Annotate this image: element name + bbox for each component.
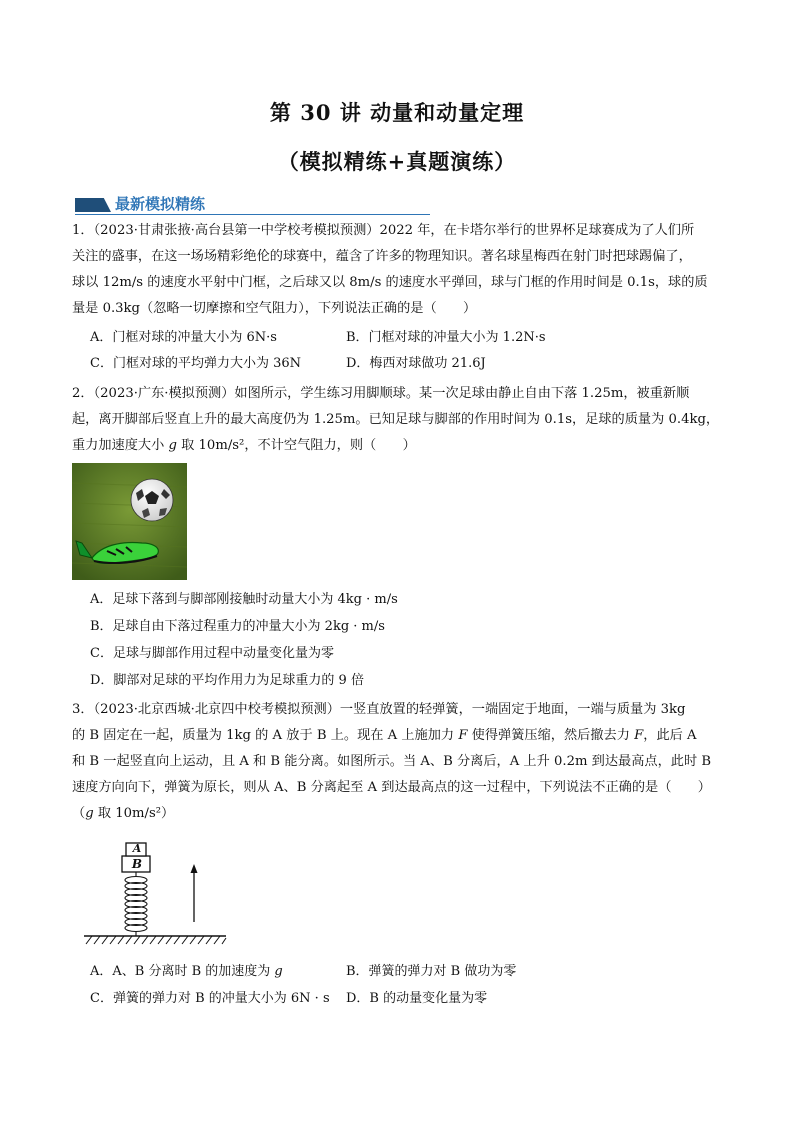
- q3-option-c: C．弹簧的弹力对 B 的冲量大小为 6N · s: [90, 991, 330, 1006]
- block-b-label: B: [131, 857, 143, 871]
- q1-option-b: B．门框对球的冲量大小为 1.2N·s: [346, 330, 546, 345]
- q1-line-4: 量是 0.3kg（忽略一切摩擦和空气阻力），下列说法正确的是（ ）: [72, 301, 477, 316]
- q3-line-3: 和 B 一起竖直向上运动，且 A 和 B 能分离。如图所示。当 A、B 分离后，A 上升 0.2m 到达最高点，此时 B: [72, 754, 712, 769]
- q1-option-a: A．门框对球的冲量大小为 6N·s: [90, 330, 277, 345]
- q2-line-3: 重力加速度大小 g 取 10m/s²，不计空气阻力，则（ ）: [72, 438, 416, 453]
- page-subtitle: （模拟精练+真题演练）: [277, 149, 517, 174]
- spring-blocks-diagram: [76, 836, 236, 956]
- q2-option-b: B．足球自由下落过程重力的冲量大小为 2kg · m/s: [90, 619, 385, 634]
- q2-line-1: 2．（2023·广东·模拟预测）如图所示，学生练习用脚顺球。某一次足球由静止自由下落 1.25m，被重新顺: [72, 386, 690, 401]
- soccer-photo: [72, 463, 187, 580]
- q2-line-2: 起，离开脚部后竖直上升的最大高度仍为 1.25m。已知足球与脚部的作用时间为 0.1s，足球的质量为 0.4kg，: [72, 412, 720, 427]
- q3-line-1: 3．（2023·北京西城·北京四中校考模拟预测）一竖直放置的轻弹簧，一端固定于地面，一端与质量为 3kg: [72, 702, 686, 717]
- q1-line-3: 球以 12m/s 的速度水平射中门框，之后球又以 8m/s 的速度水平弹回，球与门框的作用时间是 0.1s，球的质: [72, 275, 708, 290]
- section-title: 最新模拟精练: [115, 195, 206, 213]
- q1-option-c: C．门框对球的平均弹力大小为 36N: [90, 356, 301, 371]
- q2-option-a: A．足球下落到与脚部刚接触时动量大小为 4kg · m/s: [90, 592, 398, 607]
- q3-option-b: B．弹簧的弹力对 B 做功为零: [346, 964, 517, 979]
- q1-line-1: 1．（2023·甘肃张掖·高台县第一中学校考模拟预测）2022 年，在卡塔尔举行的世界杯足球赛成为了人们所: [72, 223, 695, 238]
- q2-option-d: D．脚部对足球的平均作用力为足球重力的 9 倍: [90, 673, 364, 688]
- block-a-label: A: [132, 842, 142, 855]
- q3-line-2: 的 B 固定在一起，质量为 1kg 的 A 放于 B 上。现在 A 上施加力 F 使得弹簧压缩，然后撤去力 F，此后 A: [72, 728, 697, 743]
- q3-line-4: 速度方向向下，弹簧为原长，则从 A、B 分离起至 A 到达最高点的这一过程中，下列说法不正确的是（ ）: [72, 780, 711, 795]
- q3-option-a: A．A、B 分离时 B 的加速度为 g: [90, 964, 283, 979]
- q3-line-5: （g 取 10m/s²）: [72, 806, 175, 821]
- q1-line-2: 关注的盛事，在这一场场精彩绝伦的球赛中，蕴含了许多的物理知识。著名球星梅西在射门时把球踢偏了，: [72, 249, 692, 264]
- q3-option-d: D．B 的动量变化量为零: [346, 991, 488, 1006]
- section-rule: [75, 214, 430, 215]
- section-bar-decoration: [75, 198, 111, 212]
- section-header: [75, 193, 435, 217]
- page-title: 第 30 讲 动量和动量定理: [269, 100, 525, 125]
- soccer-ball-kick-illustration: [72, 463, 187, 580]
- q1-option-d: D．梅西对球做功 21.6J: [346, 356, 486, 371]
- q2-option-c: C．足球与脚部作用过程中动量变化量为零: [90, 646, 334, 661]
